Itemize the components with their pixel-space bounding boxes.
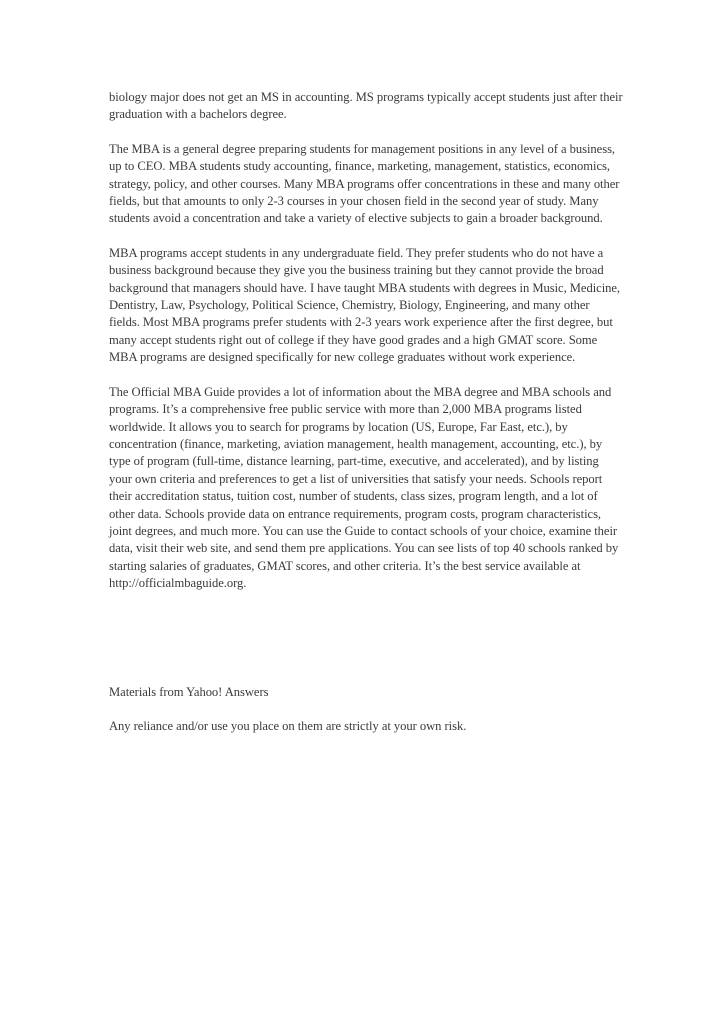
blank-space bbox=[109, 610, 623, 684]
disclaimer: Any reliance and/or use you place on them are strictly at your own risk. bbox=[109, 718, 467, 733]
paragraph-mba-admissions: MBA programs accept students in any undergraduate field. They prefer students who do not have a business background because they give you the business training but they cannot provide the broad background that managers should have. I have taught MBA students with degrees in Music, Medicine, Dentistry, Law, Psychology, Political Science, Chemistry, Biology, Engineering, and many other fields. Most MBA programs prefer students with 2-3 years work experience after the first degree, but many accept students right out of college if they have good grades and a high GMAT score. Some MBA programs are designed specifically for new college graduates without work experience. bbox=[109, 245, 621, 365]
paragraph-official-mba-guide: The Official MBA Guide provides a lot of information about the MBA degree and MBA schools and programs. It’s a comprehensive free public service with more than 2,000 MBA programs listed worldwide. It allows you to search for programs by location (US, Europe, Far East, etc.), by concentration (finance, marketing, aviation management, health management, accounting, etc.), by type of program (full-time, distance learning, part-time, executive, and accelerated), and by listing your own criteria and preferences to get a list of universities that satisfy your needs. Schools report their accreditation status, tuition cost, number of students, class sizes, program length, and a lot of other data. Schools provide data on entrance requirements, program costs, program characteristics, joint degrees, and much more. You can use the Guide to contact schools of your choice, examine their data, visit their web site, and send them pre applications. You can see lists of top 40 schools ranked by starting salaries of graduates, GMAT scores, and other criteria. It’s the best service available at http://officialmbaguide.org. bbox=[109, 384, 619, 591]
paragraph-mba-degree: The MBA is a general degree preparing students for management positions in any level of a business, up to CEO. MBA students study accounting, finance, marketing, management, statistics, economics, strategy, policy, and other courses. Many MBA programs offer concentrations in these and many other fields, but that amounts to only 2-3 courses in your chosen field in the second year of study. Many students avoid a concentration and take a variety of elective subjects to gain a broader background. bbox=[109, 141, 620, 226]
document-body bbox=[109, 89, 623, 752]
source-note: Materials from Yahoo! Answers bbox=[109, 684, 269, 699]
paragraph-ms-programs: biology major does not get an MS in accounting. MS programs typically accept students just after their graduation with a bachelors degree. bbox=[109, 90, 623, 122]
